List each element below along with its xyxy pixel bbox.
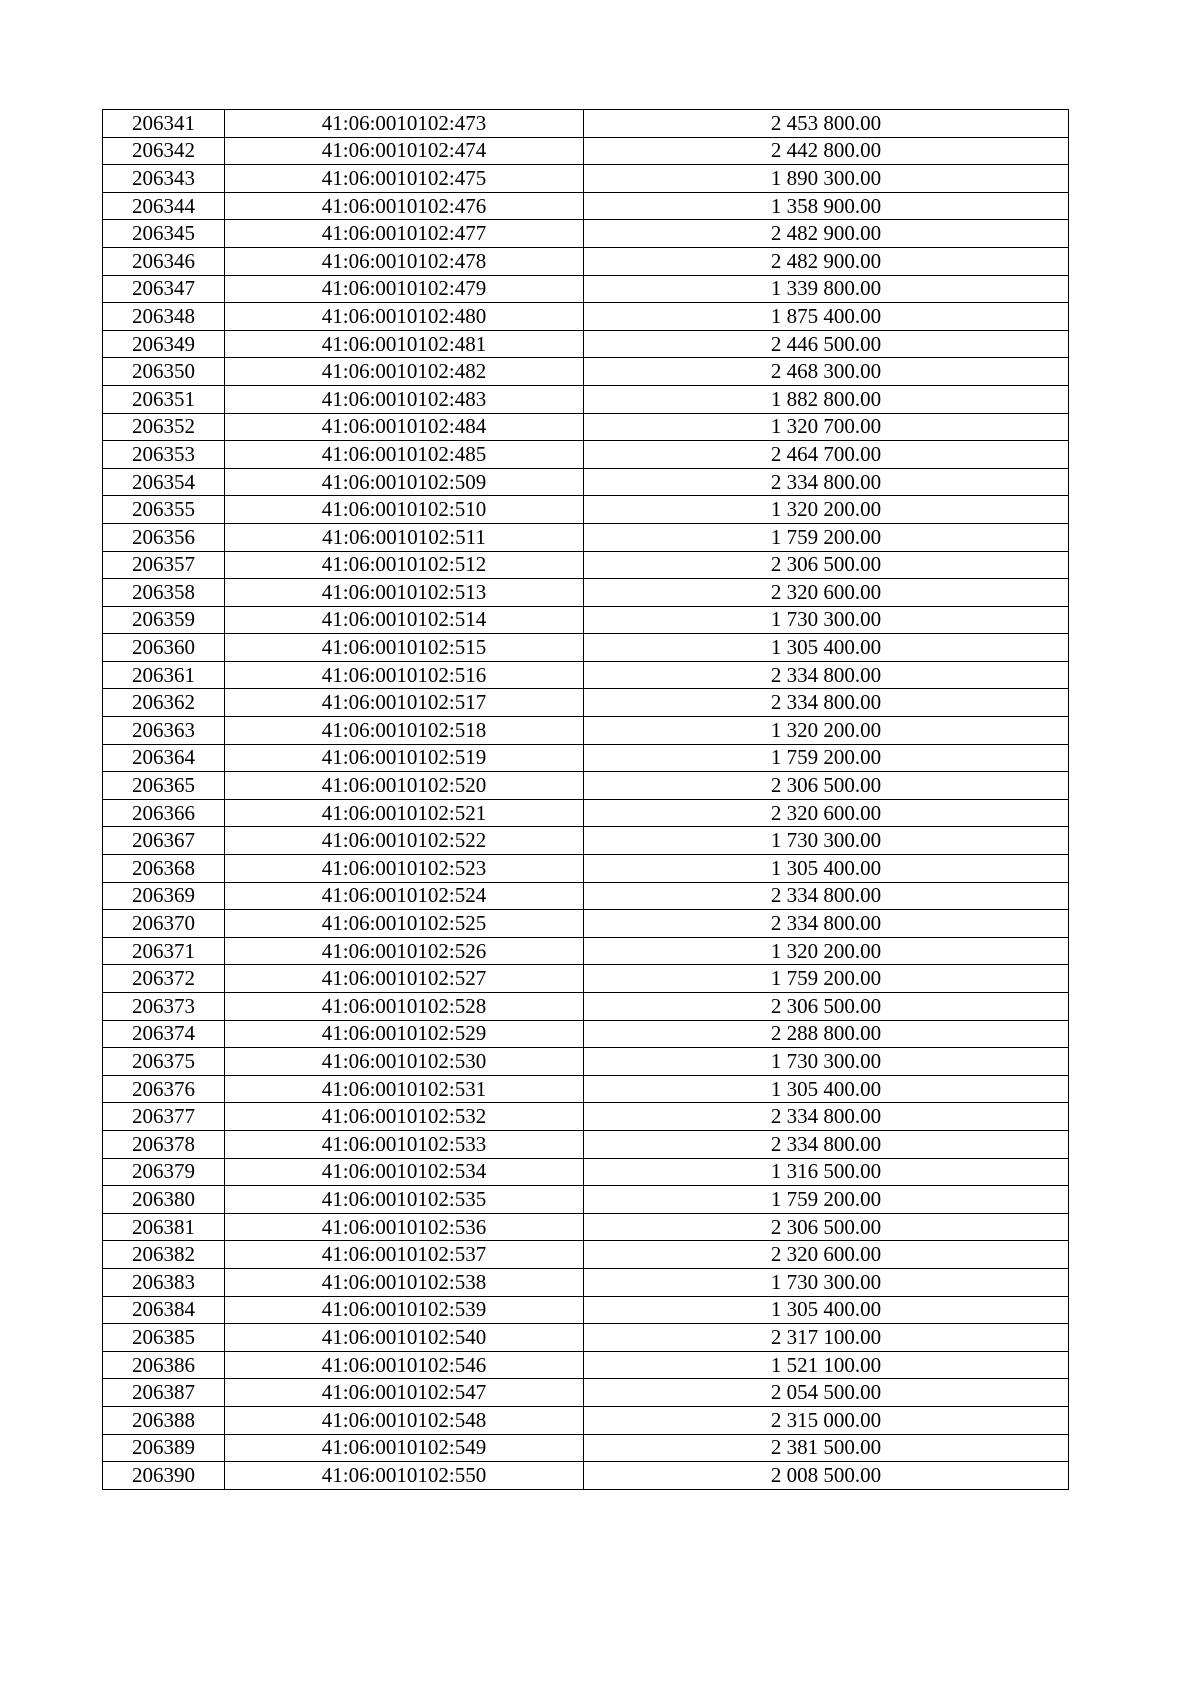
row-number-cell: 206367 — [103, 827, 225, 855]
cadastral-value-cell: 1 759 200.00 — [584, 1186, 1069, 1214]
cadastral-number-cell: 41:06:0010102:532 — [225, 1103, 584, 1131]
cadastral-value-cell: 1 339 800.00 — [584, 275, 1069, 303]
cadastral-value-cell: 2 320 600.00 — [584, 579, 1069, 607]
cadastral-value-cell: 2 334 800.00 — [584, 661, 1069, 689]
table-row — [103, 468, 1069, 496]
cadastral-number-cell: 41:06:0010102:535 — [225, 1186, 584, 1214]
cadastral-number-cell: 41:06:0010102:522 — [225, 827, 584, 855]
row-number-cell: 206380 — [103, 1186, 225, 1214]
row-number-cell: 206358 — [103, 579, 225, 607]
table-row — [103, 634, 1069, 662]
table-row — [103, 1406, 1069, 1434]
row-number-cell: 206359 — [103, 606, 225, 634]
cadastral-value-cell: 1 759 200.00 — [584, 965, 1069, 993]
cadastral-number-cell: 41:06:0010102:479 — [225, 275, 584, 303]
cadastral-number-cell: 41:06:0010102:534 — [225, 1158, 584, 1186]
cadastral-value-cell: 1 730 300.00 — [584, 606, 1069, 634]
cadastral-number-cell: 41:06:0010102:536 — [225, 1213, 584, 1241]
cadastral-value-cell: 1 730 300.00 — [584, 827, 1069, 855]
table-row — [103, 937, 1069, 965]
cadastral-number-cell: 41:06:0010102:483 — [225, 385, 584, 413]
row-number-cell: 206384 — [103, 1296, 225, 1324]
cadastral-value-cell: 1 759 200.00 — [584, 744, 1069, 772]
table-row — [103, 496, 1069, 524]
cadastral-number-cell: 41:06:0010102:538 — [225, 1268, 584, 1296]
cadastral-number-cell: 41:06:0010102:527 — [225, 965, 584, 993]
cadastral-number-cell: 41:06:0010102:531 — [225, 1075, 584, 1103]
row-number-cell: 206356 — [103, 523, 225, 551]
row-number-cell: 206382 — [103, 1241, 225, 1269]
cadastral-number-cell: 41:06:0010102:539 — [225, 1296, 584, 1324]
cadastral-value-cell: 2 442 800.00 — [584, 137, 1069, 165]
cadastral-value-cell: 1 358 900.00 — [584, 192, 1069, 220]
row-number-cell: 206385 — [103, 1324, 225, 1352]
table-row — [103, 1434, 1069, 1462]
cadastral-number-cell: 41:06:0010102:513 — [225, 579, 584, 607]
cadastral-number-cell: 41:06:0010102:540 — [225, 1324, 584, 1352]
cadastral-number-cell: 41:06:0010102:524 — [225, 882, 584, 910]
table-row — [103, 965, 1069, 993]
table-row — [103, 275, 1069, 303]
row-number-cell: 206378 — [103, 1130, 225, 1158]
row-number-cell: 206381 — [103, 1213, 225, 1241]
row-number-cell: 206376 — [103, 1075, 225, 1103]
row-number-cell: 206369 — [103, 882, 225, 910]
cadastral-value-cell: 1 521 100.00 — [584, 1351, 1069, 1379]
table-row — [103, 413, 1069, 441]
cadastral-number-cell: 41:06:0010102:533 — [225, 1130, 584, 1158]
row-number-cell: 206345 — [103, 220, 225, 248]
cadastral-number-cell: 41:06:0010102:485 — [225, 441, 584, 469]
row-number-cell: 206389 — [103, 1434, 225, 1462]
table-row — [103, 772, 1069, 800]
row-number-cell: 206362 — [103, 689, 225, 717]
table-row — [103, 1268, 1069, 1296]
cadastral-value-cell: 1 759 200.00 — [584, 523, 1069, 551]
row-number-cell: 206368 — [103, 855, 225, 883]
row-number-cell: 206351 — [103, 385, 225, 413]
table-row — [103, 1462, 1069, 1490]
cadastral-number-cell: 41:06:0010102:517 — [225, 689, 584, 717]
cadastral-number-cell: 41:06:0010102:529 — [225, 1020, 584, 1048]
table-row — [103, 1020, 1069, 1048]
row-number-cell: 206361 — [103, 661, 225, 689]
row-number-cell: 206377 — [103, 1103, 225, 1131]
table-row — [103, 744, 1069, 772]
cadastral-number-cell: 41:06:0010102:476 — [225, 192, 584, 220]
cadastral-number-cell: 41:06:0010102:481 — [225, 330, 584, 358]
table-row — [103, 1130, 1069, 1158]
cadastral-value-cell: 1 320 200.00 — [584, 937, 1069, 965]
cadastral-value-cell: 1 882 800.00 — [584, 385, 1069, 413]
row-number-cell: 206373 — [103, 993, 225, 1021]
cadastral-value-cell: 1 305 400.00 — [584, 1296, 1069, 1324]
cadastral-number-cell: 41:06:0010102:521 — [225, 799, 584, 827]
table-row — [103, 1075, 1069, 1103]
cadastral-number-cell: 41:06:0010102:478 — [225, 247, 584, 275]
cadastral-value-cell: 2 317 100.00 — [584, 1324, 1069, 1352]
table-row — [103, 330, 1069, 358]
cadastral-value-cell: 2 008 500.00 — [584, 1462, 1069, 1490]
row-number-cell: 206349 — [103, 330, 225, 358]
row-number-cell: 206346 — [103, 247, 225, 275]
table-row — [103, 523, 1069, 551]
cadastral-number-cell: 41:06:0010102:520 — [225, 772, 584, 800]
cadastral-number-cell: 41:06:0010102:514 — [225, 606, 584, 634]
row-number-cell: 206386 — [103, 1351, 225, 1379]
table-row — [103, 192, 1069, 220]
cadastral-number-cell: 41:06:0010102:550 — [225, 1462, 584, 1490]
table-row — [103, 110, 1069, 138]
cadastral-number-cell: 41:06:0010102:547 — [225, 1379, 584, 1407]
row-number-cell: 206366 — [103, 799, 225, 827]
row-number-cell: 206350 — [103, 358, 225, 386]
cadastral-number-cell: 41:06:0010102:480 — [225, 303, 584, 331]
cadastral-number-cell: 41:06:0010102:528 — [225, 993, 584, 1021]
row-number-cell: 206388 — [103, 1406, 225, 1434]
cadastral-value-cell: 2 315 000.00 — [584, 1406, 1069, 1434]
row-number-cell: 206344 — [103, 192, 225, 220]
cadastral-number-cell: 41:06:0010102:548 — [225, 1406, 584, 1434]
cadastral-value-cell: 2 320 600.00 — [584, 1241, 1069, 1269]
cadastral-value-cell: 2 306 500.00 — [584, 1213, 1069, 1241]
cadastral-number-cell: 41:06:0010102:526 — [225, 937, 584, 965]
row-number-cell: 206379 — [103, 1158, 225, 1186]
cadastral-value-cell: 2 468 300.00 — [584, 358, 1069, 386]
cadastral-value-cell: 2 334 800.00 — [584, 1103, 1069, 1131]
row-number-cell: 206360 — [103, 634, 225, 662]
cadastral-number-cell: 41:06:0010102:546 — [225, 1351, 584, 1379]
row-number-cell: 206347 — [103, 275, 225, 303]
table-row — [103, 799, 1069, 827]
row-number-cell: 206365 — [103, 772, 225, 800]
row-number-cell: 206370 — [103, 910, 225, 938]
row-number-cell: 206352 — [103, 413, 225, 441]
row-number-cell: 206353 — [103, 441, 225, 469]
table-row — [103, 827, 1069, 855]
cadastral-number-cell: 41:06:0010102:482 — [225, 358, 584, 386]
table-row — [103, 441, 1069, 469]
table-row — [103, 1241, 1069, 1269]
cadastral-value-cell: 2 334 800.00 — [584, 910, 1069, 938]
table-row — [103, 1048, 1069, 1076]
cadastral-number-cell: 41:06:0010102:549 — [225, 1434, 584, 1462]
row-number-cell: 206343 — [103, 165, 225, 193]
table-row — [103, 606, 1069, 634]
table-row — [103, 1186, 1069, 1214]
cadastral-value-cell: 2 482 900.00 — [584, 247, 1069, 275]
cadastral-value-cell: 1 890 300.00 — [584, 165, 1069, 193]
table-row — [103, 910, 1069, 938]
row-number-cell: 206357 — [103, 551, 225, 579]
cadastral-value-cell: 2 453 800.00 — [584, 110, 1069, 138]
cadastral-number-cell: 41:06:0010102:515 — [225, 634, 584, 662]
table-row — [103, 385, 1069, 413]
row-number-cell: 206371 — [103, 937, 225, 965]
table-row — [103, 137, 1069, 165]
cadastral-value-cell: 1 320 700.00 — [584, 413, 1069, 441]
row-number-cell: 206374 — [103, 1020, 225, 1048]
cadastral-number-cell: 41:06:0010102:511 — [225, 523, 584, 551]
cadastral-number-cell: 41:06:0010102:525 — [225, 910, 584, 938]
cadastral-value-cell: 2 306 500.00 — [584, 772, 1069, 800]
cadastral-value-cell: 1 875 400.00 — [584, 303, 1069, 331]
cadastral-value-cell: 2 334 800.00 — [584, 468, 1069, 496]
cadastral-number-cell: 41:06:0010102:512 — [225, 551, 584, 579]
cadastral-value-cell: 1 305 400.00 — [584, 1075, 1069, 1103]
row-number-cell: 206348 — [103, 303, 225, 331]
cadastral-value-cell: 2 306 500.00 — [584, 993, 1069, 1021]
cadastral-number-cell: 41:06:0010102:516 — [225, 661, 584, 689]
cadastral-value-cell: 1 730 300.00 — [584, 1048, 1069, 1076]
cadastral-number-cell: 41:06:0010102:477 — [225, 220, 584, 248]
table-row — [103, 220, 1069, 248]
row-number-cell: 206372 — [103, 965, 225, 993]
cadastral-value-cell: 1 305 400.00 — [584, 855, 1069, 883]
cadastral-number-cell: 41:06:0010102:509 — [225, 468, 584, 496]
cadastral-value-cell: 1 316 500.00 — [584, 1158, 1069, 1186]
row-number-cell: 206387 — [103, 1379, 225, 1407]
table-row — [103, 247, 1069, 275]
table-row — [103, 689, 1069, 717]
row-number-cell: 206355 — [103, 496, 225, 524]
cadastral-value-cell: 2 334 800.00 — [584, 689, 1069, 717]
table-row — [103, 1213, 1069, 1241]
table-row — [103, 882, 1069, 910]
cadastral-value-cell: 2 306 500.00 — [584, 551, 1069, 579]
table-body — [103, 110, 1069, 1490]
cadastral-value-cell: 2 054 500.00 — [584, 1379, 1069, 1407]
row-number-cell: 206390 — [103, 1462, 225, 1490]
cadastral-value-cell: 2 288 800.00 — [584, 1020, 1069, 1048]
cadastral-value-cell: 2 464 700.00 — [584, 441, 1069, 469]
row-number-cell: 206363 — [103, 717, 225, 745]
cadastral-number-cell: 41:06:0010102:473 — [225, 110, 584, 138]
cadastral-number-cell: 41:06:0010102:475 — [225, 165, 584, 193]
cadastral-value-cell: 2 381 500.00 — [584, 1434, 1069, 1462]
table-row — [103, 1324, 1069, 1352]
cadastral-number-cell: 41:06:0010102:484 — [225, 413, 584, 441]
row-number-cell: 206342 — [103, 137, 225, 165]
cadastral-number-cell: 41:06:0010102:523 — [225, 855, 584, 883]
table-row — [103, 579, 1069, 607]
table-row — [103, 1379, 1069, 1407]
row-number-cell: 206364 — [103, 744, 225, 772]
table-row — [103, 993, 1069, 1021]
cadastral-number-cell: 41:06:0010102:537 — [225, 1241, 584, 1269]
cadastral-value-cell: 1 305 400.00 — [584, 634, 1069, 662]
cadastral-number-cell: 41:06:0010102:518 — [225, 717, 584, 745]
cadastral-number-cell: 41:06:0010102:474 — [225, 137, 584, 165]
table-row — [103, 1158, 1069, 1186]
row-number-cell: 206341 — [103, 110, 225, 138]
cadastral-value-cell: 1 730 300.00 — [584, 1268, 1069, 1296]
cadastral-value-cell: 2 320 600.00 — [584, 799, 1069, 827]
cadastral-value-cell: 2 334 800.00 — [584, 882, 1069, 910]
table-row — [103, 661, 1069, 689]
cadastral-number-cell: 41:06:0010102:510 — [225, 496, 584, 524]
table-row — [103, 855, 1069, 883]
row-number-cell: 206383 — [103, 1268, 225, 1296]
cadastral-value-cell: 2 446 500.00 — [584, 330, 1069, 358]
cadastral-number-cell: 41:06:0010102:530 — [225, 1048, 584, 1076]
table-row — [103, 1296, 1069, 1324]
cadastral-value-cell: 2 482 900.00 — [584, 220, 1069, 248]
table-row — [103, 358, 1069, 386]
cadastral-value-cell: 2 334 800.00 — [584, 1130, 1069, 1158]
table-row — [103, 303, 1069, 331]
table-row — [103, 1351, 1069, 1379]
cadastral-value-cell: 1 320 200.00 — [584, 717, 1069, 745]
table-row — [103, 717, 1069, 745]
table-row — [103, 165, 1069, 193]
cadastral-number-cell: 41:06:0010102:519 — [225, 744, 584, 772]
cadastral-value-table — [102, 109, 1069, 1490]
row-number-cell: 206354 — [103, 468, 225, 496]
table-row — [103, 1103, 1069, 1131]
row-number-cell: 206375 — [103, 1048, 225, 1076]
table-row — [103, 551, 1069, 579]
cadastral-value-cell: 1 320 200.00 — [584, 496, 1069, 524]
